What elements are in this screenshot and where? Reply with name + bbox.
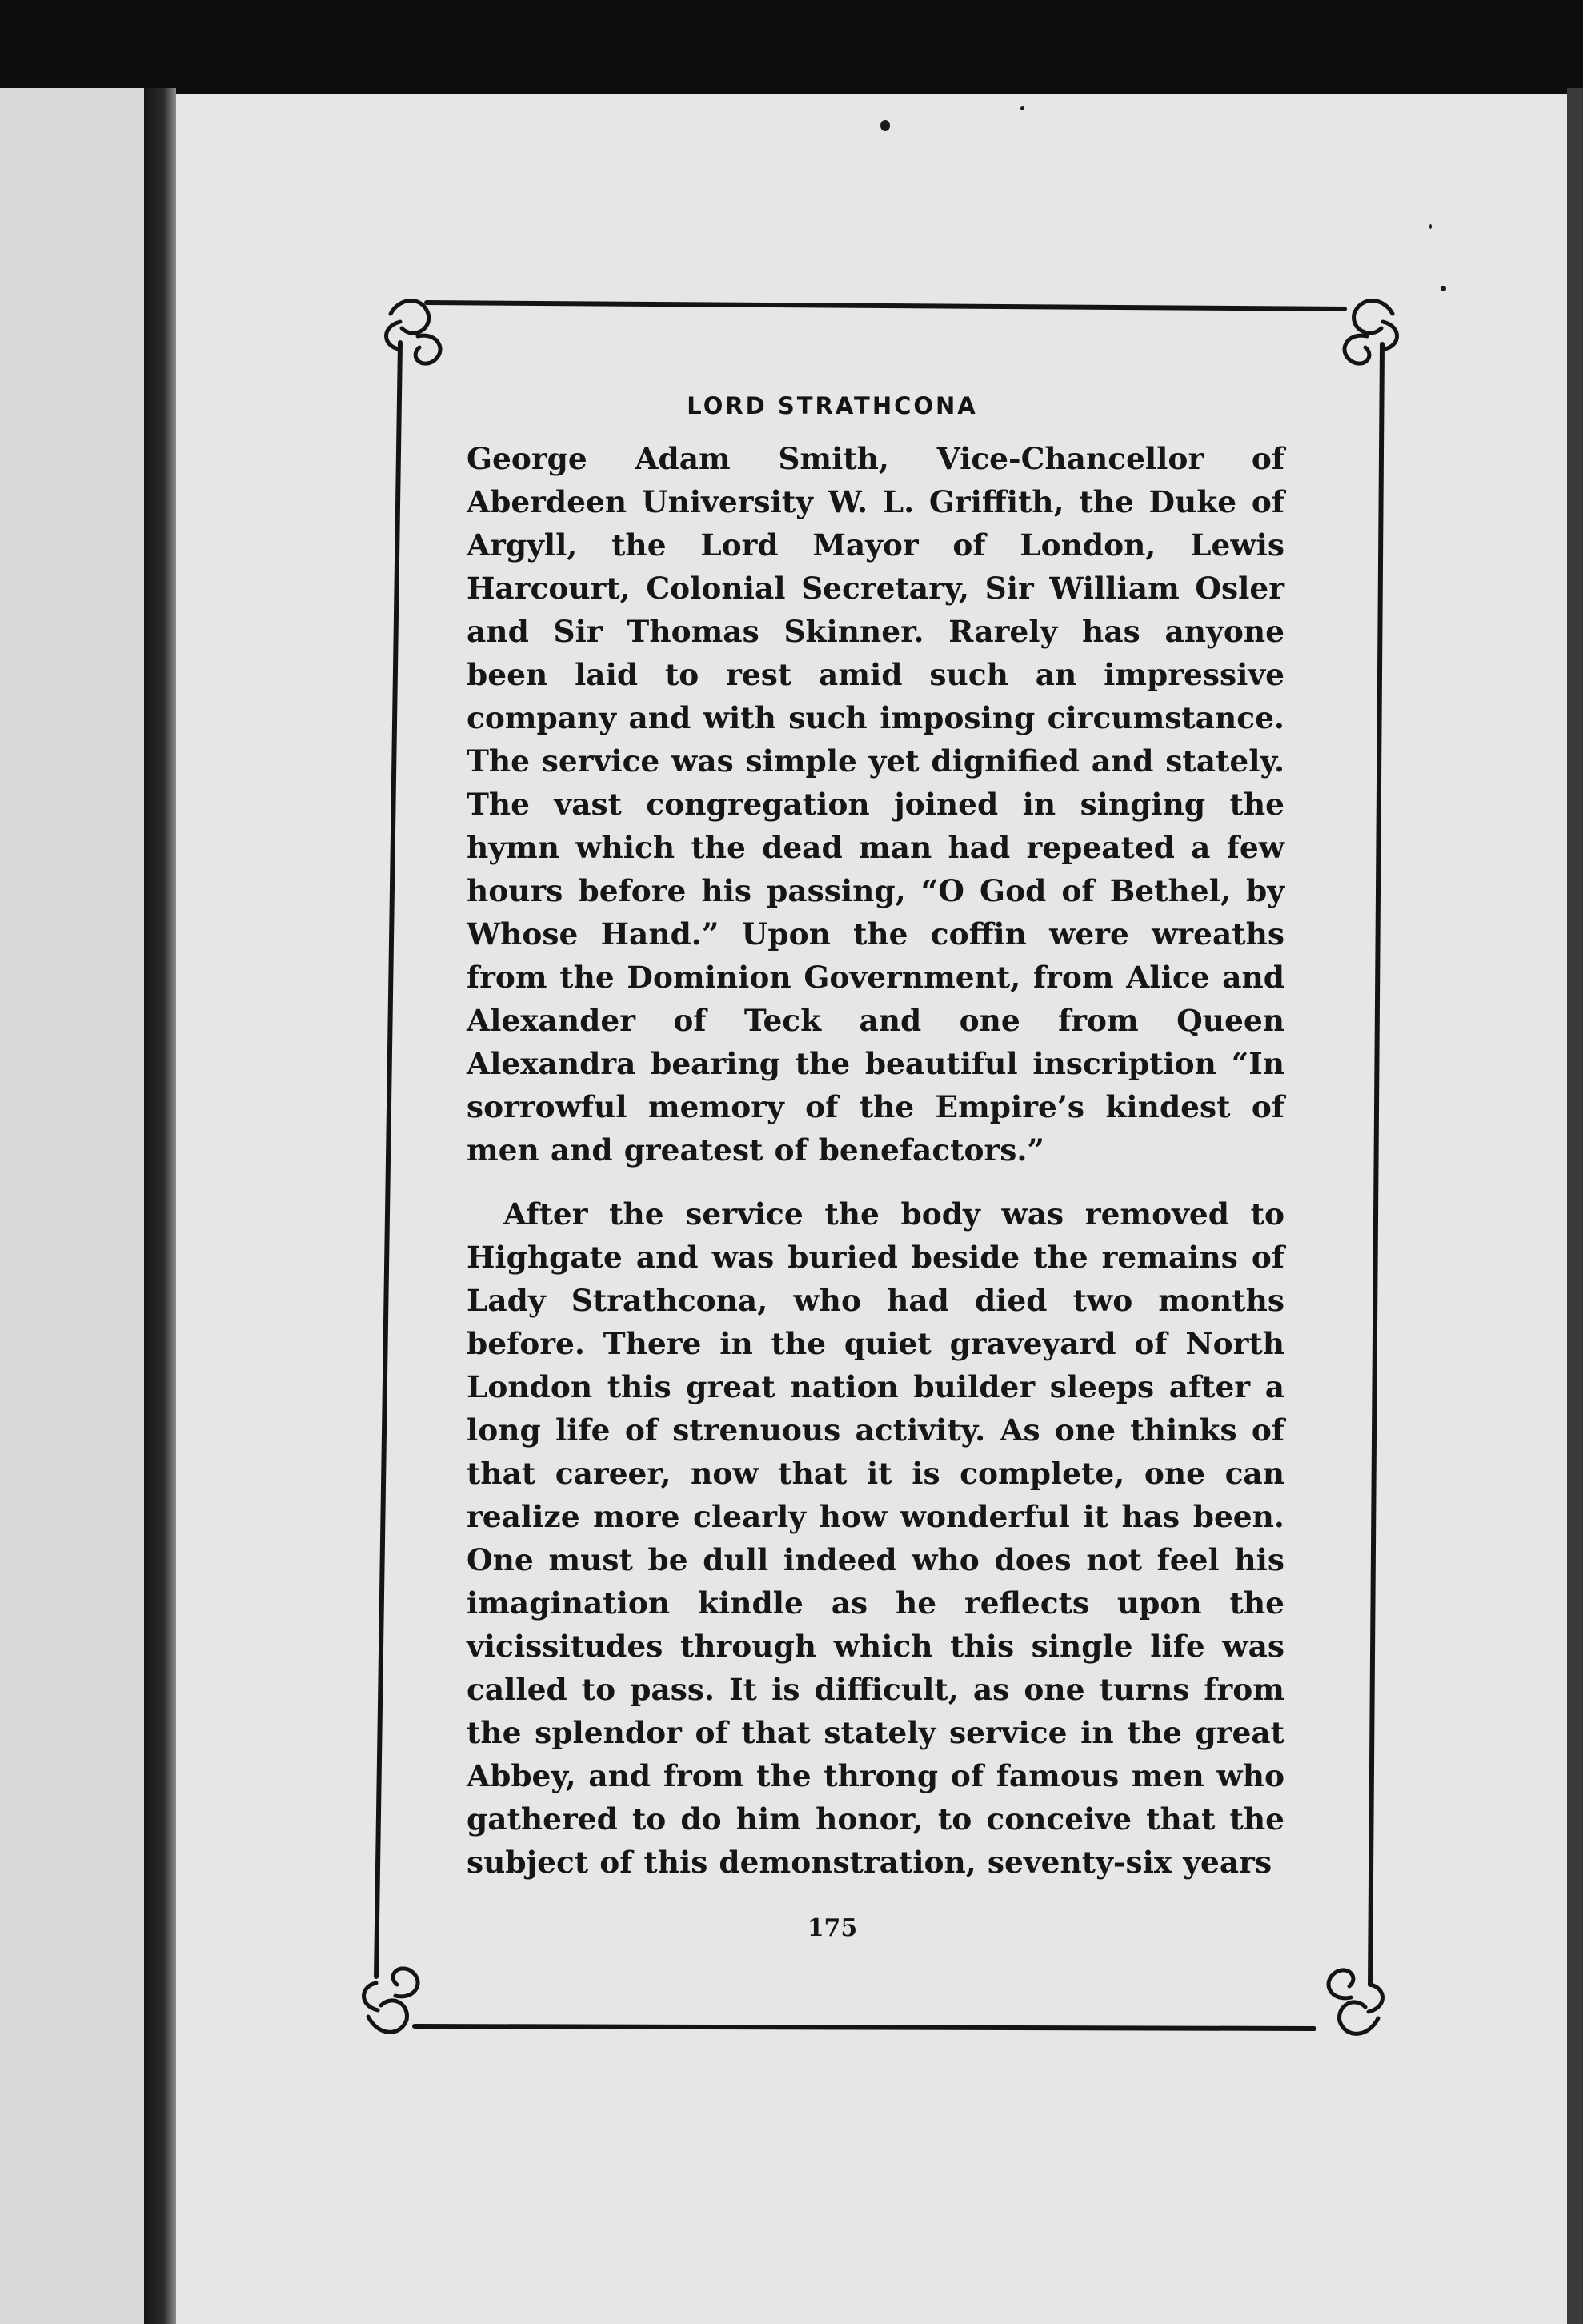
corner-ornament-bottom-right [1329,1970,1383,2034]
paragraph: George Adam Smith, Vice-Chancellor of Aberdeen University W. L. Griffith, the Duke of Argyll, the Lord Mayor of London, Lewis Harcourt, Colonial Secretary, Sir William Osler and Sir Thomas Skinner. Rarely has anyone been laid to rest amid such an impressive company and with such imposing circumstance. The service was simple yet dignified and stately. The vast congregation joined in singing the hymn which the dead man had repeated a few hours before his passing, “O God of Bethel, by Whose Hand.” Upon the coffin were wreaths from the Dominion Government, from Alice and Alexander of Teck and one from Queen Alexandra bearing the beautiful inscription “In sorrowful memory of the Empire’s kindest of men and greatest of benefactors.” [467,441,1284,1168]
running-head: LORD STRATHCONA [687,392,978,419]
body-text [467,437,1284,1884]
corner-ornament-top-right [1345,301,1397,364]
page-number: 175 [807,1914,858,1942]
corner-ornament-top-left [387,301,441,364]
corner-ornament-bottom-left [364,1969,419,2032]
paragraph: After the service the body was removed to Highgate and was buried beside the remains of Lady Strathcona, who had died two months before. There in the quiet graveyard of North London this great nation builder sleeps after a long life of strenuous activity. As one thinks of that career, now that it is complete, one can realize more clearly how wonderful it has been. One must be dull indeed who does not feel his imagination kindle as he reflects upon the vicissitudes through which this single life was called to pass. It is difficult, as one turns from the splendor of that stately service in the great Abbey, and from the throng of famous men who gathered to do him honor, to conceive that the subject of this demonstration, seventy-six years [467,1196,1284,1880]
